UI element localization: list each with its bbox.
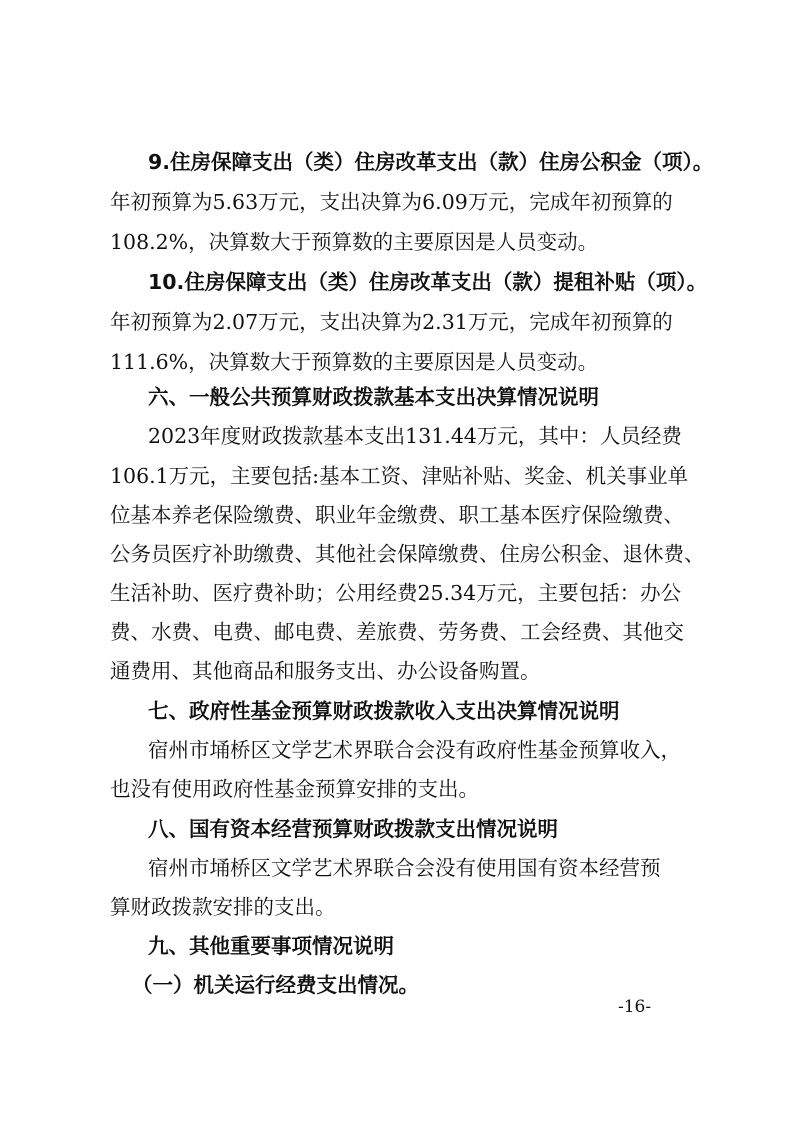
- section-6-line-5: 生活补助、医疗费补助；公用经费25.34万元，主要包括：办公: [110, 581, 682, 605]
- section-8-heading: 八、国有资本经营预算财政拨款支出情况说明: [148, 817, 558, 841]
- subsection-1-heading: （一）机关运行经费支出情况。: [132, 973, 419, 997]
- item-9-line-3: 108.2%，决算数大于预算数的主要原因是人员变动。: [110, 230, 599, 254]
- item-10-title: 10.住房保障支出（类）住房改革支出（款）提租补贴（项）。: [148, 270, 708, 294]
- section-6-line-4: 公务员医疗补助缴费、其他社会保障缴费、住房公积金、退休费、: [110, 542, 705, 566]
- section-9-heading: 九、其他重要事项情况说明: [148, 934, 394, 958]
- section-7-line-1: 宿州市埇桥区文学艺术界联合会没有政府性基金预算收入，: [148, 738, 681, 762]
- section-8-line-1: 宿州市埇桥区文学艺术界联合会没有使用国有资本经营预: [148, 856, 661, 880]
- item-10-line-3: 111.6%，决算数大于预算数的主要原因是人员变动。: [110, 350, 599, 374]
- section-7-line-2: 也没有使用政府性基金预算安排的支出。: [110, 777, 479, 801]
- section-6-line-6: 费、水费、电费、邮电费、差旅费、劳务费、工会经费、其他交: [110, 620, 684, 644]
- page-number: -16-: [618, 997, 652, 1017]
- item-10-line-2: 年初预算为2.07万元，支出决算为2.31万元，完成年初预算的: [110, 310, 673, 334]
- section-6-line-3: 位基本养老保险缴费、职业年金缴费、职工基本医疗保险缴费、: [110, 503, 684, 527]
- item-9-line-2: 年初预算为5.63万元，支出决算为6.09万元，完成年初预算的: [110, 190, 673, 214]
- section-8-line-2: 算财政拨款安排的支出。: [110, 895, 336, 919]
- section-6-line-2: 106.1万元，主要包括:基本工资、津贴补贴、奖金、机关事业单: [110, 464, 689, 488]
- section-7-heading: 七、政府性基金预算财政拨款收入支出决算情况说明: [148, 699, 620, 723]
- item-9-title: 9.住房保障支出（类）住房改革支出（款）住房公积金（项）。: [148, 150, 714, 174]
- section-6-line-1: 2023年度财政拨款基本支出131.44万元，其中：人员经费: [148, 424, 682, 448]
- section-6-line-7: 通费用、其他商品和服务支出、办公设备购置。: [110, 659, 541, 683]
- section-6-heading: 六、一般公共预算财政拨款基本支出决算情况说明: [148, 385, 599, 409]
